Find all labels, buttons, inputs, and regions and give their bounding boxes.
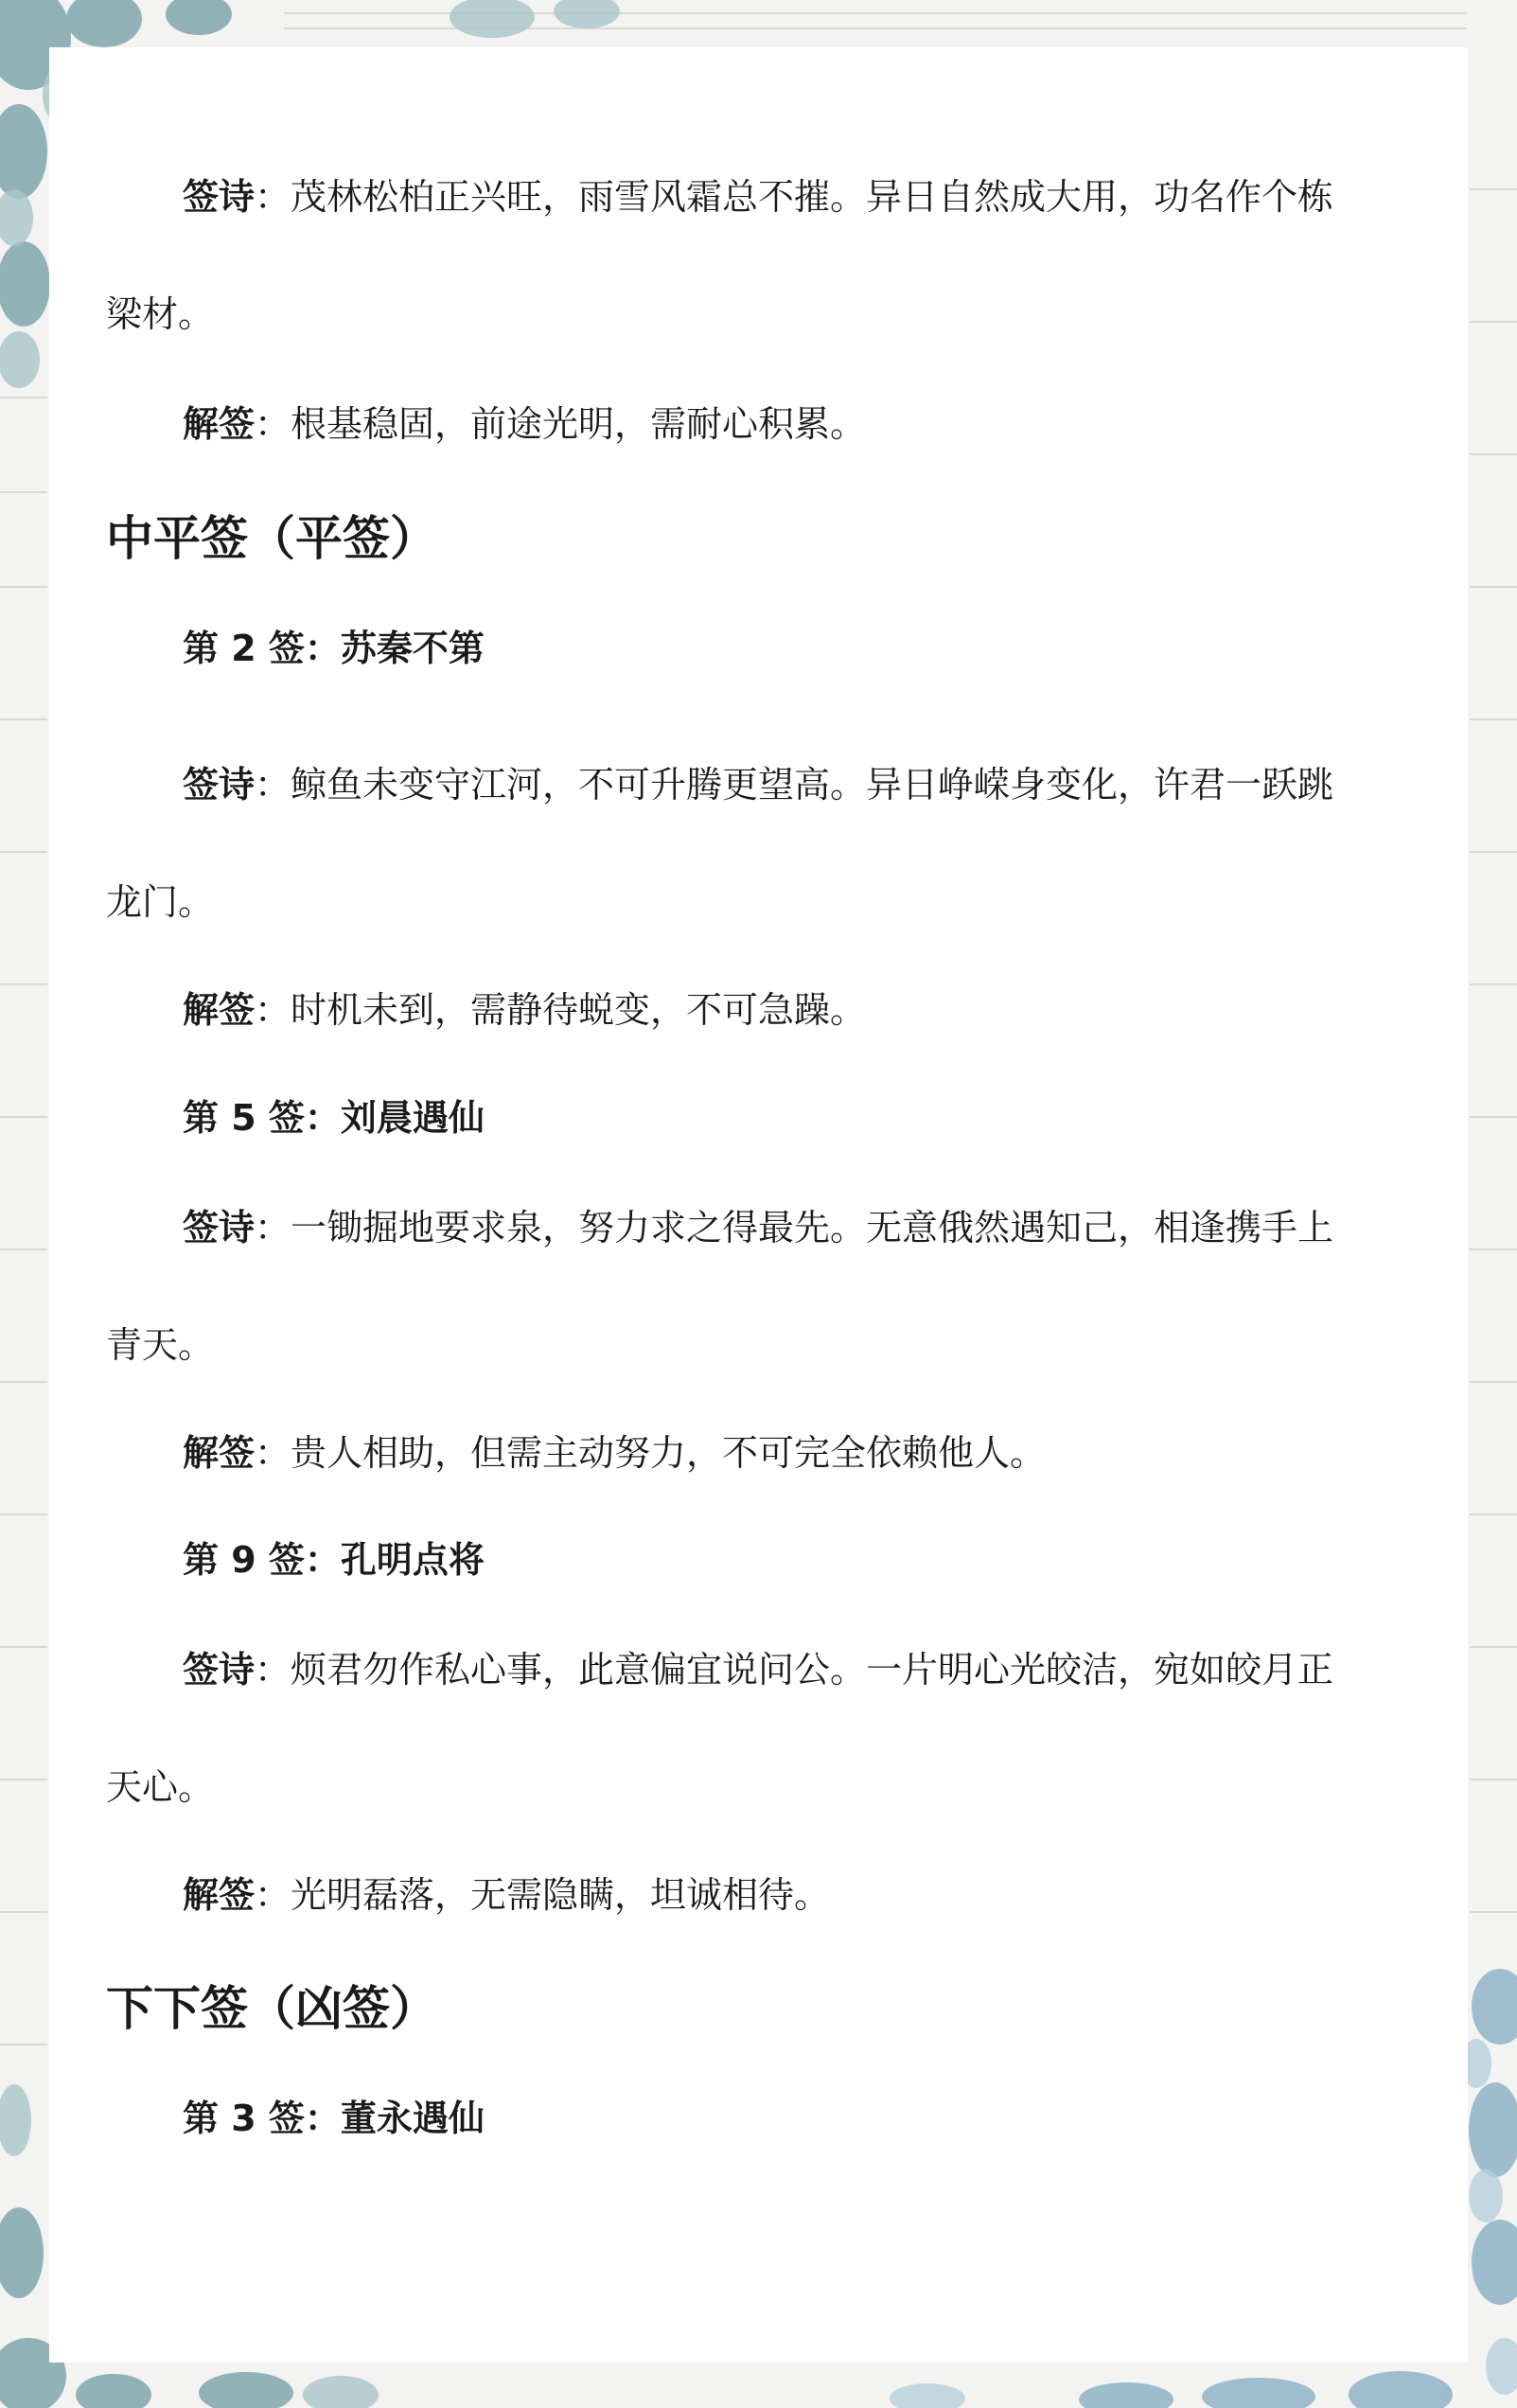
poem-label: 签诗 (183, 1207, 256, 1248)
separator: ： (255, 1874, 291, 1916)
separator: ： (255, 176, 291, 218)
explanation-text: 根基稳固，前途光明，需耐心积累。 (291, 403, 867, 445)
explanation-line (183, 1429, 1046, 1477)
explanation-text: 贵人相助，但需主动努力，不可完全依赖他人。 (291, 1432, 1047, 1474)
lot-title: 第 9 签：孔明点将 (183, 1539, 485, 1581)
explanation-label: 解签 (183, 1874, 256, 1916)
section-heading: 下下签（凶签） (106, 1981, 437, 2036)
poem-label: 签诗 (183, 176, 256, 218)
section-heading: 中平签（平签） (106, 511, 437, 566)
poem-line-cont: 梁材。 (106, 293, 215, 335)
separator: ： (255, 1207, 291, 1248)
explanation-text: 时机未到，需静待蜕变，不可急躁。 (291, 989, 867, 1031)
separator: ： (255, 989, 291, 1031)
poem-text: 茂林松柏正兴旺，雨雪风霜总不摧。异日自然成大用，功名作个栋 (291, 176, 1334, 218)
lot-title: 第 3 签：董永遇仙 (183, 2098, 485, 2139)
explanation-line (183, 986, 866, 1034)
explanation-text: 光明磊落，无需隐瞒，坦诚相待。 (291, 1874, 831, 1916)
lot-title: 第 5 签：刘晨遇仙 (183, 1097, 485, 1139)
lot-title: 第 2 签：苏秦不第 (183, 628, 485, 669)
explanation-label: 解签 (183, 989, 256, 1031)
separator: ： (255, 403, 291, 445)
explanation-line (183, 1871, 830, 1919)
poem-line (183, 761, 1333, 808)
poem-line-cont: 青天。 (106, 1324, 215, 1366)
poem-line (183, 1204, 1333, 1251)
separator: ： (255, 1649, 291, 1691)
separator: ： (255, 764, 291, 806)
explanation-label: 解签 (183, 403, 256, 445)
document-page (49, 47, 1468, 2363)
explanation-label: 解签 (183, 1432, 256, 1474)
separator: ： (255, 1432, 291, 1474)
poem-line (183, 1646, 1333, 1693)
poem-line-cont: 天心。 (106, 1766, 215, 1808)
poem-text: 烦君勿作私心事，此意偏宜说问公。一片明心光皎洁，宛如皎月正 (291, 1649, 1334, 1691)
poem-label: 签诗 (183, 764, 256, 806)
poem-text: 一锄掘地要求泉，努力求之得最先。无意俄然遇知己，相逢携手上 (291, 1207, 1334, 1248)
explanation-line (183, 400, 866, 448)
poem-line-cont: 龙门。 (106, 881, 215, 923)
poem-line (183, 173, 1333, 221)
poem-label: 签诗 (183, 1649, 256, 1691)
poem-text: 鲸鱼未变守江河，不可升腾更望高。异日峥嵘身变化，许君一跃跳 (291, 764, 1334, 806)
